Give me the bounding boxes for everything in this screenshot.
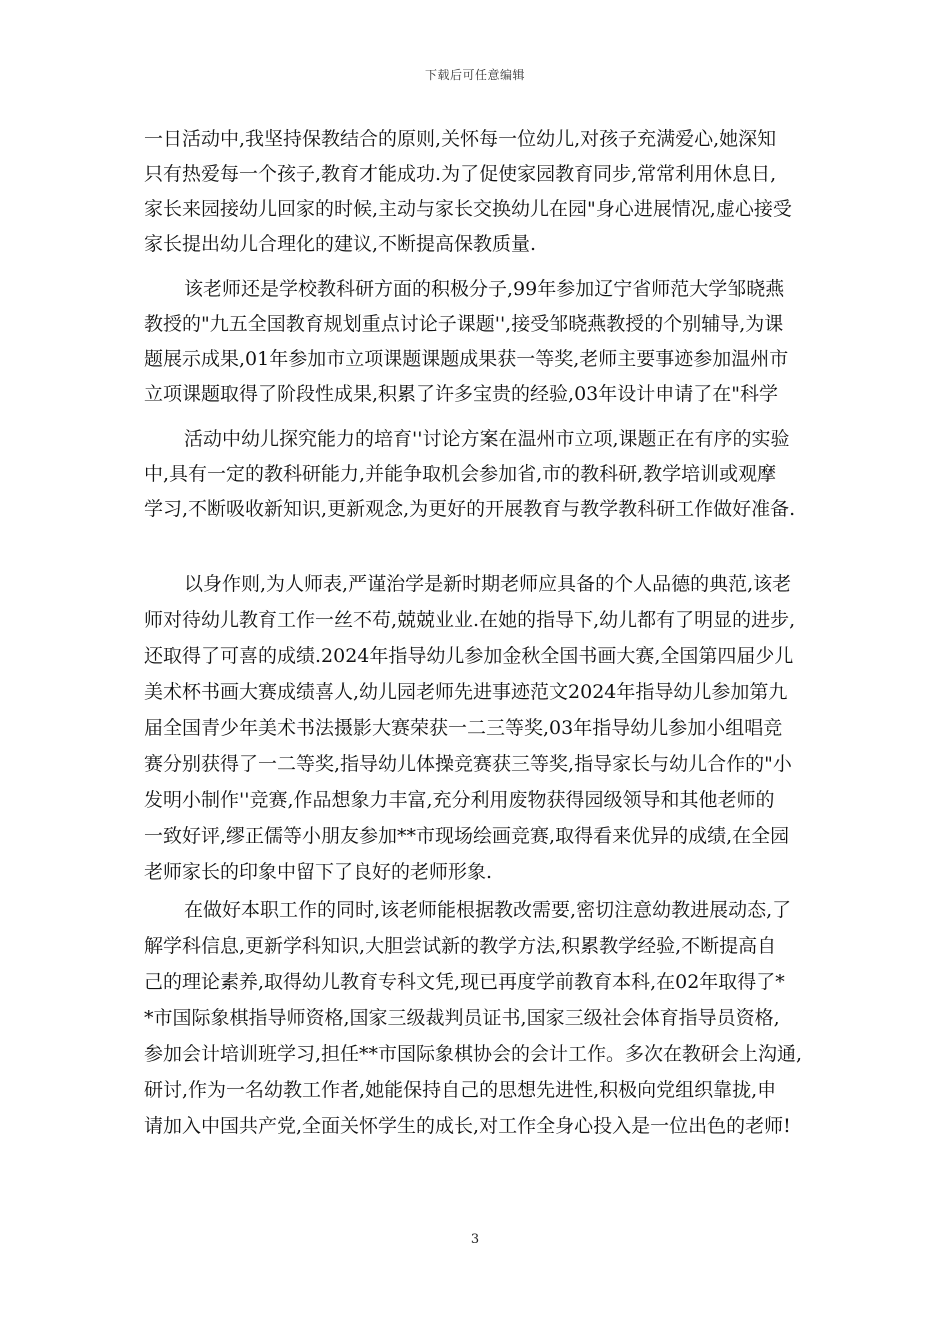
text-line: 赛分别获得了一二等奖,指导幼儿体操竞赛获三等奖,指导家长与幼儿合作的"小	[144, 753, 792, 775]
text-line: 解学科信息,更新学科知识,大胆尝试新的教学方法,积累教学经验,不断提高自	[144, 935, 777, 957]
text-line: 发明小制作''竞赛,作品想象力丰富,充分利用废物获得园级领导和其他老师的	[144, 789, 775, 811]
page-header: 下载后可任意编辑	[424, 68, 525, 82]
text-line: 在做好本职工作的同时,该老师能根据教改需要,密切注意幼教进展动态,了	[184, 899, 792, 921]
text-line: 己的理论素养,取得幼儿教育专科文凭,现已再度学前教育本科,在02年取得了*	[144, 971, 785, 993]
text-line: 学习,不断吸收新知识,更新观念,为更好的开展教育与教学教科研工作做好准备.	[144, 498, 796, 520]
text-line: 研讨,作为一名幼教工作者,她能保持自己的思想先进性,积极向党组织靠拢,申	[144, 1079, 777, 1101]
text-line: 美术杯书画大赛成绩喜人,幼儿园老师先进事迹范文2024年指导幼儿参加第九	[144, 681, 788, 703]
text-line: 活动中幼儿探究能力的培育''讨论方案在温州市立项,课题正在有序的实验	[184, 428, 790, 450]
text-line: 立项课题取得了阶段性成果,积累了许多宝贵的经验,03年设计申请了在"科学	[144, 383, 778, 405]
text-line: 题展示成果,01年参加市立项课题课题成果获一等奖,老师主要事迹参加温州市	[144, 348, 789, 370]
text-line: *市国际象棋指导师资格,国家三级裁判员证书,国家三级社会体育指导员资格,	[144, 1007, 780, 1029]
text-line: 届全国青少年美术书法摄影大赛荣获一二三等奖,03年指导幼儿参加小组唱竞	[144, 717, 783, 739]
text-line: 该老师还是学校教科研方面的积极分子,99年参加辽宁省师范大学邹晓燕	[184, 278, 785, 300]
text-line: 一日活动中,我坚持保教结合的原则,关怀每一位幼儿,对孩子充满爱心,她深知	[144, 128, 777, 150]
text-line: 以身作则,为人师表,严谨治学是新时期老师应具备的个人品德的典范,该老	[184, 573, 792, 595]
text-line: 家长来园接幼儿回家的时候,主动与家长交换幼儿在园"身心进展情况,虚心接受	[144, 198, 792, 220]
text-line: 中,具有一定的教科研能力,并能争取机会参加省,市的教科研,教学培训或观摩	[144, 463, 777, 485]
text-line: 只有热爱每一个孩子,教育才能成功.为了促使家园教育同步,常常利用休息日,	[144, 163, 777, 185]
text-line: 参加会计培训班学习,担任**市国际象棋协会的会计工作。多次在教研会上沟通,	[144, 1043, 803, 1065]
text-line: 师对待幼儿教育工作一丝不苟,兢兢业业.在她的指导下,幼儿都有了明显的进步,	[144, 609, 796, 631]
text-line: 教授的"九五全国教育规划重点讨论子课题'',接受邹晓燕教授的个别辅导,为课	[144, 313, 784, 335]
text-line: 一致好评,缪正儒等小朋友参加**市现场绘画竞赛,取得看来优异的成绩,在全园	[144, 825, 790, 847]
text-line: 老师家长的印象中留下了良好的老师形象.	[144, 861, 493, 883]
page-number: 3	[470, 1232, 480, 1247]
text-line: 家长提出幼儿合理化的建议,不断提高保教质量.	[144, 233, 537, 255]
text-line: 请加入中国共产党,全面关怀学生的成长,对工作全身心投入是一位出色的老师!	[144, 1115, 791, 1137]
text-line: 还取得了可喜的成绩.2024年指导幼儿参加金秋全国书画大赛,全国第四届少儿	[144, 645, 794, 667]
